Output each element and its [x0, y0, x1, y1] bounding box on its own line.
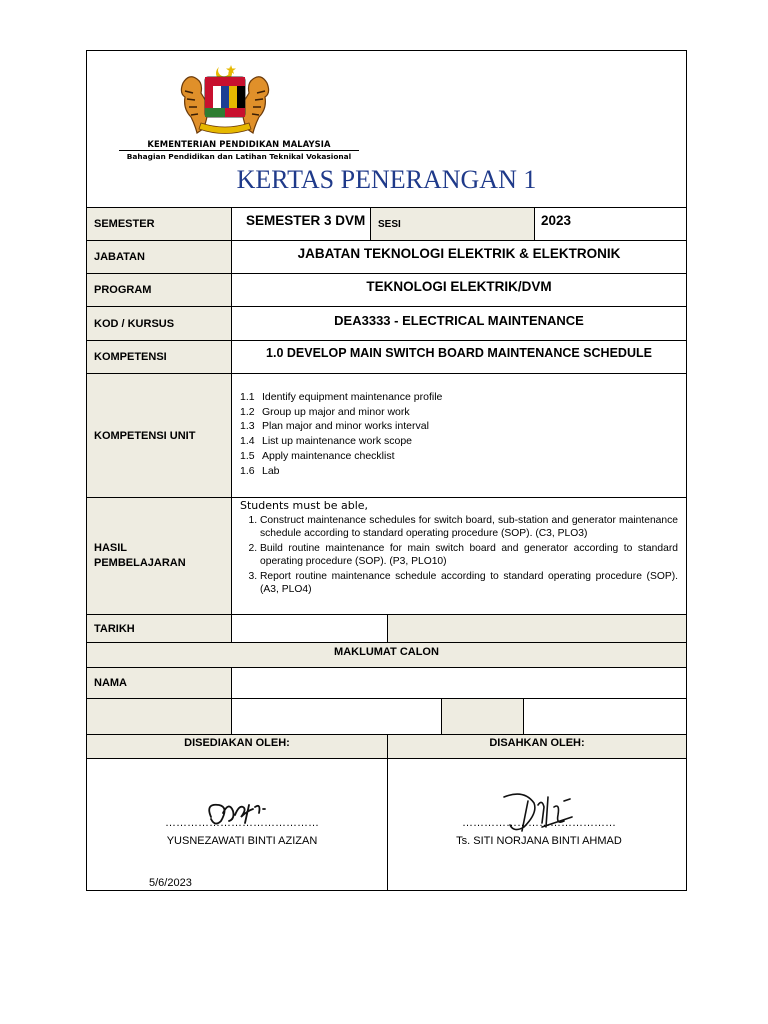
kompetensi-unit-item — [240, 405, 442, 420]
semester-label: SEMESTER — [94, 218, 155, 230]
hasil-item: 2. Build routine maintenance for main switch board and generator according to standard operating procedure (SOP). (P3, PLO10) — [260, 543, 678, 568]
tarikh-label: TARIKH — [94, 622, 135, 635]
kompetensi-unit-text: Identify equipment maintenance profile — [262, 391, 443, 403]
hasil-label-cell — [87, 498, 232, 614]
signature-row — [87, 758, 686, 890]
kompetensi-unit-text: Group up major and minor work — [262, 405, 410, 418]
document-title: KERTAS PENERANGAN 1 — [236, 165, 537, 194]
kod-kursus-row — [87, 306, 686, 340]
sesi-label: SESI — [378, 219, 401, 230]
program-row — [87, 273, 686, 306]
division-name: Bahagian Pendidikan dan Latihan Teknikal Vokasional — [126, 152, 352, 161]
hasil-label — [94, 541, 186, 571]
hasil-content — [232, 498, 686, 614]
kompetensi-unit-text: Lab — [262, 464, 280, 477]
nama-label: NAMA — [94, 677, 127, 689]
program-label-cell — [87, 274, 232, 306]
kompetensi-unit-row — [87, 373, 686, 497]
approved-signature-image — [494, 787, 584, 837]
candidate-detail-field-1[interactable] — [232, 699, 441, 734]
tarikh-extra-cell — [387, 615, 686, 642]
semester-label-cell — [87, 208, 232, 240]
candidate-detail-row — [87, 698, 686, 734]
hasil-item: 3. Report routine maintenance schedule according to standard operating procedure (SOP). (A3, PLO4) — [260, 571, 678, 596]
kod-label: KOD / KURSUS — [94, 317, 175, 330]
kompetensi-unit-item — [240, 419, 442, 434]
jabatan-label: JABATAN — [94, 251, 145, 263]
nama-value-field[interactable] — [232, 668, 686, 698]
program-value: TEKNOLOGI ELEKTRIK/DVM — [366, 279, 552, 294]
kompetensi-unit-number: 1.5 — [240, 449, 255, 462]
prepared-signature-cell — [87, 759, 387, 890]
sesi-value: 2023 — [541, 213, 572, 228]
approved-name: Ts. SITI NORJANA BINTI AHMAD — [456, 835, 622, 847]
kompetensi-unit-number: 1.2 — [240, 405, 255, 418]
hasil-intro: Students must be able, — [240, 499, 369, 512]
kompetensi-unit-text: Plan major and minor works interval — [262, 420, 429, 433]
hasil-list — [240, 515, 678, 596]
jabatan-label-cell — [87, 241, 232, 273]
information-sheet — [86, 50, 687, 891]
maklumat-calon-row — [87, 642, 686, 667]
kompetensi-unit-item — [240, 434, 442, 449]
approved-signature-cell — [387, 759, 686, 890]
hasil-item: 1. Construct maintenance schedules for switch board, sub-station and generator maintenance schedule according to standard operating procedure (SOP). (C3, PLO3) — [260, 515, 678, 540]
hasil-label-line2: PEMBELAJARAN — [94, 557, 186, 569]
tarikh-label-cell — [87, 615, 232, 642]
kompetensi-label-cell — [87, 341, 232, 373]
approved-by-label: DISAHKAN OLEH: — [387, 735, 686, 758]
kompetensi-unit-item — [240, 390, 442, 405]
kompetensi-unit-number: 1.6 — [240, 464, 255, 477]
kompetensi-unit-item — [240, 464, 442, 479]
prepared-name: YUSNEZAWATI BINTI AZIZAN — [166, 835, 318, 847]
kompetensi-row — [87, 340, 686, 373]
prepared-by-label: DISEDIAKAN OLEH: — [184, 737, 290, 749]
kompetensi-unit-number: 1.4 — [240, 435, 255, 448]
document-header — [87, 51, 686, 207]
candidate-detail-label-2 — [441, 699, 523, 734]
nama-label-cell — [87, 668, 232, 698]
kompetensi-unit-label-cell — [87, 374, 232, 497]
ministry-name: KEMENTERIAN PENDIDIKAN MALAYSIA — [119, 139, 359, 151]
maklumat-calon-label: MAKLUMAT CALON — [334, 646, 439, 658]
sesi-label-cell — [370, 208, 535, 240]
semester-row — [87, 207, 686, 240]
kompetensi-unit-text: List up maintenance work scope — [262, 435, 412, 448]
nama-row — [87, 667, 686, 698]
kompetensi-unit-list — [232, 374, 686, 497]
hasil-label-line1: HASIL — [94, 542, 127, 554]
kompetensi-unit-item — [240, 449, 442, 464]
candidate-detail-field-2[interactable] — [523, 699, 686, 734]
candidate-detail-label-cell — [87, 699, 232, 734]
malaysia-coat-of-arms-icon — [175, 63, 275, 139]
tarikh-row — [87, 614, 686, 642]
program-label: PROGRAM — [94, 284, 152, 296]
kompetensi-unit-label: KOMPETENSI UNIT — [94, 429, 196, 442]
kompetensi-value: 1.0 DEVELOP MAIN SWITCH BOARD MAINTENANCE SCHEDULE — [266, 346, 652, 360]
kompetensi-unit-text: Apply maintenance checklist — [262, 449, 395, 462]
kompetensi-label: KOMPETENSI — [94, 351, 167, 363]
hasil-pembelajaran-row — [87, 497, 686, 614]
kod-value: DEA3333 - ELECTRICAL MAINTENANCE — [334, 313, 584, 328]
prepared-signature-image — [199, 795, 279, 835]
prepared-dots: …………………………………… — [165, 817, 319, 829]
semester-value: SEMESTER 3 DVM — [246, 213, 366, 228]
sesi-value-cell — [535, 208, 686, 240]
signature-header-row — [87, 734, 686, 758]
kompetensi-unit-number: 1.3 — [240, 420, 255, 433]
kompetensi-unit-number: 1.1 — [240, 391, 255, 403]
kod-label-cell — [87, 307, 232, 340]
jabatan-value: JABATAN TEKNOLOGI ELEKTRIK & ELEKTRONIK — [297, 246, 621, 261]
tarikh-value-field[interactable] — [232, 615, 387, 642]
prepared-date: 5/6/2023 — [149, 877, 192, 889]
ministry-block — [119, 139, 359, 161]
approved-dots: …………………………………… — [462, 817, 616, 829]
jabatan-row — [87, 240, 686, 273]
semester-value-cell — [232, 208, 370, 240]
